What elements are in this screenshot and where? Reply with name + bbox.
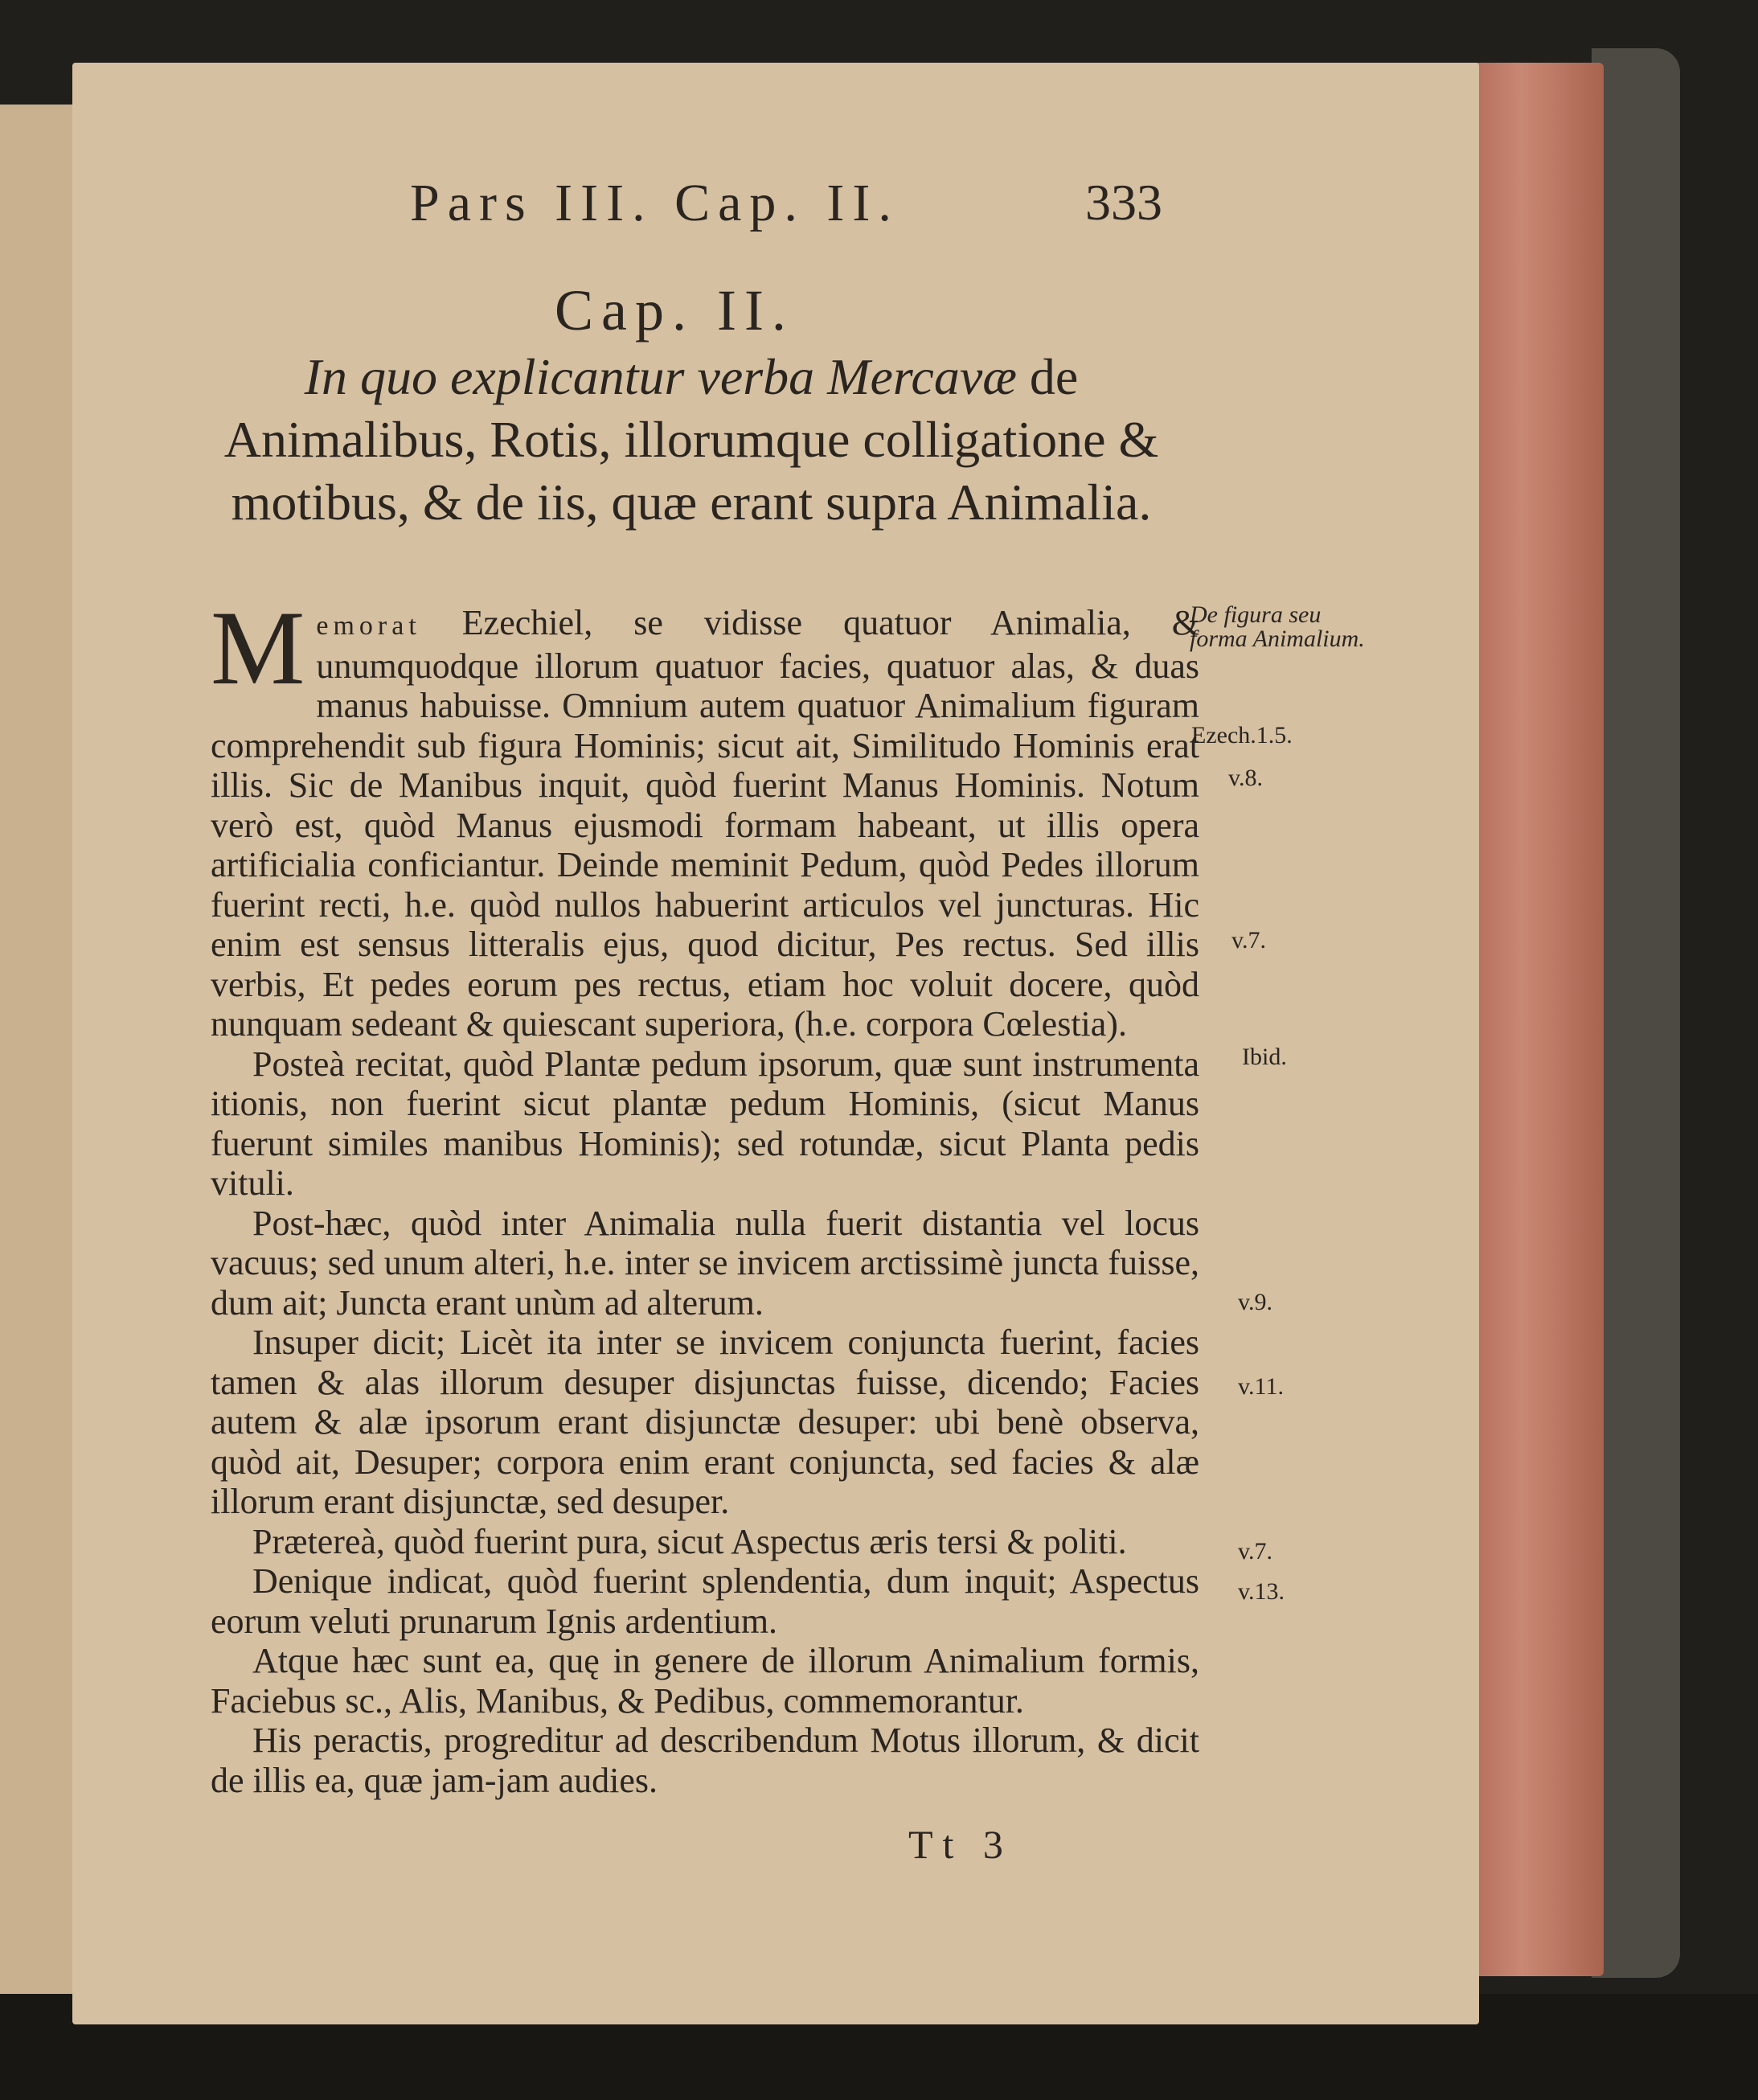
signature-mark: Tt 3: [908, 1822, 1013, 1867]
paragraph-text: Ezechiel, se vidisse quatuor Animalia, & unumquodque illorum quatuor facies, quatuor alas, & duas manus habuisse. Omnium autem quatuor Animalium figuram comprehendit sub figura Hominis; sicut ait, Similitudo Hominis erat illis. Sic de Manibus inquit, quòd fuerint Manus Hominis. Notum verò est, quòd Manus ejusmodi formam habeant, ut illis opera artificialia conficiantur. Deinde meminit Pedum, quòd Pedes illorum fuerint recti, h.e. quòd nullos habuerint articulos vel juncturas. Hic enim est sensus litteralis ejus, quod dicitur, Pes rectus. Sed illis verbis, Et pedes eorum pes rectus, etiam hoc voluit docere, quòd nunquam sedeant & quiescant superiora, (h.e. corpora Cœlestia).: [211, 603, 1199, 1044]
chapter-heading: Cap. II.: [555, 278, 794, 342]
paragraph-5: Prætereà, quòd fuerint pura, sicut Aspectus æris tersi & politi.: [252, 1521, 1127, 1561]
page-number: 333: [1085, 174, 1162, 231]
book-binding: [1592, 48, 1680, 1978]
margin-note: v.13.: [1238, 1578, 1285, 1605]
drop-cap: M: [211, 589, 305, 707]
margin-note: Ezech.1.5.: [1191, 722, 1293, 749]
margin-note: v.9.: [1238, 1289, 1273, 1315]
facing-page-edge: [0, 105, 79, 2034]
paragraph-8: His peractis, progreditur ad describendum Motus illorum, & dicit de illis ea, quæ jam-jam audies.: [211, 1721, 1199, 1800]
paragraph-6: Denique indicat, quòd fuerint splendentia, dum inquit; Aspectus eorum veluti prunarum Ignis ardentium.: [211, 1561, 1199, 1641]
paragraph-1: [211, 589, 1199, 1044]
running-title: Pars III. Cap. II.: [410, 174, 899, 232]
margin-note: v.7.: [1231, 927, 1267, 954]
margin-note: v.7.: [1238, 1538, 1273, 1565]
paragraph-4: Insuper dicit; Licèt ita inter se invicem conjuncta fuerint, facies tamen & alas illorum desuper disjunctas fuisse, dicendo; Facies autem & alæ ipsorum erant disjunctæ desuper: ubi benè observa, quòd ait, Desuper; corpora enim erant conjuncta, sed facies & alæ illorum erant disjunctæ, sed desuper.: [211, 1323, 1199, 1521]
chapter-title: [189, 346, 1194, 534]
paragraph-2: Posteà recitat, quòd Plantæ pedum ipsorum, quæ sunt instrumenta itionis, non fuerint sicut plantæ pedum Hominis, (sicut Manus fuerunt similes manibus Hominis); sed rotundæ, sicut Planta pedis vituli.: [211, 1044, 1199, 1203]
chapter-title-italic: In quo explicantur verba Mercavæ: [304, 348, 1017, 405]
margin-note: v.11.: [1238, 1373, 1284, 1400]
paragraph-3: Post-hæc, quòd inter Animalia nulla fuerit distantia vel locus vacuus; sed unum alteri, h.e. inter se invicem arctissimè juncta fuisse, dum ait; Juncta erant unùm ad alterum.: [211, 1203, 1199, 1323]
chapter-title-rest: de Animalibus, Rotis, illorumque colligatione & motibus, & de iis, quæ erant supra Animalia.: [223, 348, 1159, 531]
margin-note: De figura seu forma Animalium.: [1190, 601, 1365, 652]
page-block-edge: [1467, 63, 1604, 1976]
opening-small-caps: emorat: [316, 611, 421, 641]
paragraph-7: Atque hæc sunt ea, quę in genere de illorum Animalium formis, Faciebus sc., Alis, Manibus, & Pedibus, commemorantur.: [211, 1641, 1199, 1721]
margin-note: v.8.: [1228, 765, 1264, 791]
body-text: [211, 589, 1199, 1800]
margin-note: Ibid.: [1242, 1044, 1287, 1070]
